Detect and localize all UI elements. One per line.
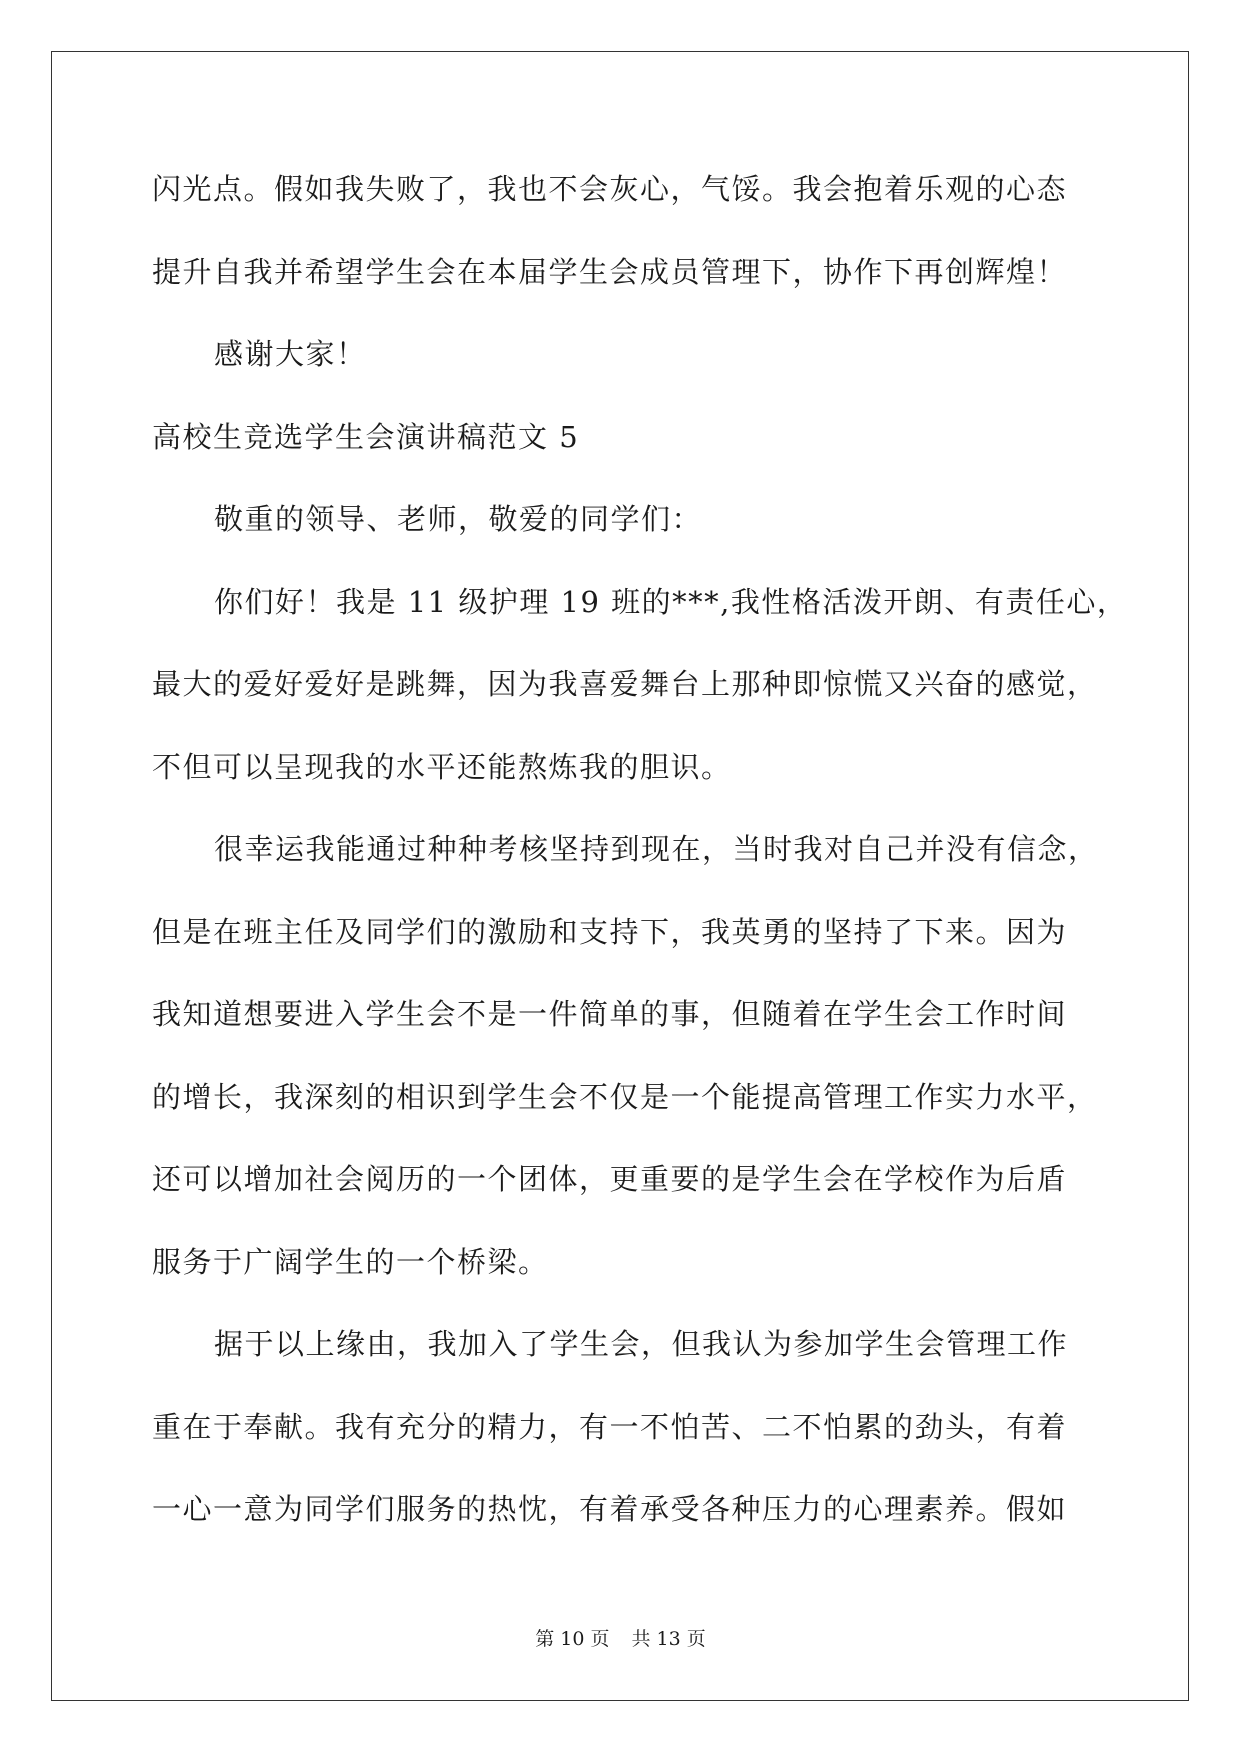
text-line-13: 还可以增加社会阅历的一个团体，更重要的是学生会在学校作为后盾 [152, 1162, 1068, 1196]
text-line-16: 重在于奉献。我有充分的精力，有一不怕苦、二不怕累的劲头，有着 [152, 1409, 1068, 1444]
text-line-6: 你们好！我是 11 级护理 19 班的***,我性格活泼开朗、有责任心， [214, 584, 1128, 619]
section-heading: 高校生竞选学生会演讲稿范文 5 [152, 419, 580, 454]
text-line-14: 服务于广阔学生的一个桥梁。 [152, 1244, 549, 1279]
page-total: 共 13 页 [631, 1628, 706, 1650]
text-line-17: 一心一意为同学们服务的热忱，有着承受各种压力的心理素养。假如 [152, 1492, 1068, 1526]
text-line-3: 感谢大家！ [214, 337, 367, 371]
text-line-11: 我知道想要进入学生会不是一件简单的事，但随着在学生会工作时间 [152, 997, 1068, 1031]
text-line-2: 提升自我并希望学生会在本届学生会成员管理下，协作下再创辉煌！ [152, 254, 1068, 289]
text-line-5: 敬重的领导、老师，敬爱的同学们： [214, 502, 703, 536]
text-line-1: 闪光点。假如我失败了，我也不会灰心，气馁。我会抱着乐观的心态 [152, 172, 1068, 206]
text-line-12: 的增长，我深刻的相识到学生会不仅是一个能提高管理工作实力水平， [152, 1079, 1098, 1114]
text-line-7: 最大的爱好爱好是跳舞，因为我喜爱舞台上那种即惊慌又兴奋的感觉， [152, 667, 1098, 701]
document-body [152, 160, 1128, 1563]
text-line-9: 很幸运我能通过种种考核坚持到现在，当时我对自己并没有信念， [214, 832, 1099, 866]
text-line-10: 但是在班主任及同学们的激励和支持下，我英勇的坚持了下来。因为 [152, 914, 1068, 949]
page-footer [0, 1624, 1241, 1651]
text-line-8: 不但可以呈现我的水平还能熬炼我的胆识。 [152, 749, 732, 784]
text-line-15: 据于以上缘由，我加入了学生会，但我认为参加学生会管理工作 [214, 1327, 1069, 1361]
page-number: 第 10 页 [535, 1628, 610, 1650]
